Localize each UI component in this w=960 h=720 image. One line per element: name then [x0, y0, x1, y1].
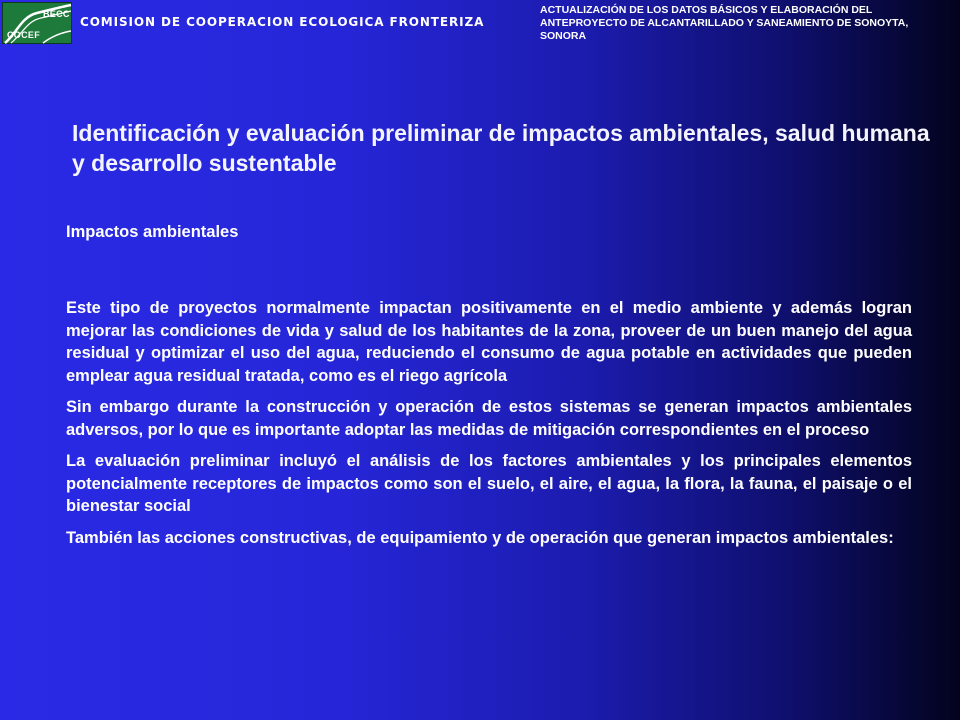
section-subtitle: Impactos ambientales [66, 223, 239, 241]
slide-body [66, 297, 912, 558]
paragraph-3: La evaluación preliminar incluyó el análisis de los factores ambientales y los principales elementos potencialmente receptores de impactos como son el suelo, el aire, el agua, la flora, la fauna, el paisaje o el bienestar social [66, 452, 912, 515]
paragraph-4: También las acciones constructivas, de equipamiento y de operación que generan impactos ambientales: [66, 528, 894, 547]
slide-title: Identificación y evaluación preliminar de impactos ambientales, salud humana y desarrollo sustentable [72, 120, 930, 176]
logo-becc-text: BECC [43, 9, 70, 19]
organization-name: COMISION DE COOPERACION ECOLOGICA FRONTERIZA [80, 15, 485, 29]
logo-cocef-text: COCEF [7, 30, 40, 40]
becc-cocef-logo [2, 2, 72, 44]
paragraph-2: Sin embargo durante la construcción y operación de estos sistemas se generan impactos ambientales adversos, por lo que es importante adoptar las medidas de mitigación correspondientes en el proceso [66, 398, 912, 439]
paragraph-1: Este tipo de proyectos normalmente impactan positivamente en el medio ambiente y además logran mejorar las condiciones de vida y salud de los habitantes de la zona, proveer de un buen manejo del agua residual y optimizar el uso del agua, reduciendo el consumo de agua potable en actividades que pueden emplear agua residual tratada, como es el riego agrícola [66, 299, 912, 385]
project-title: ACTUALIZACIÓN DE LOS DATOS BÁSICOS Y ELABORACIÓN DEL ANTEPROYECTO DE ALCANTARILLADO Y SANEAMIENTO DE SONOYTA, SONORA [540, 4, 909, 42]
